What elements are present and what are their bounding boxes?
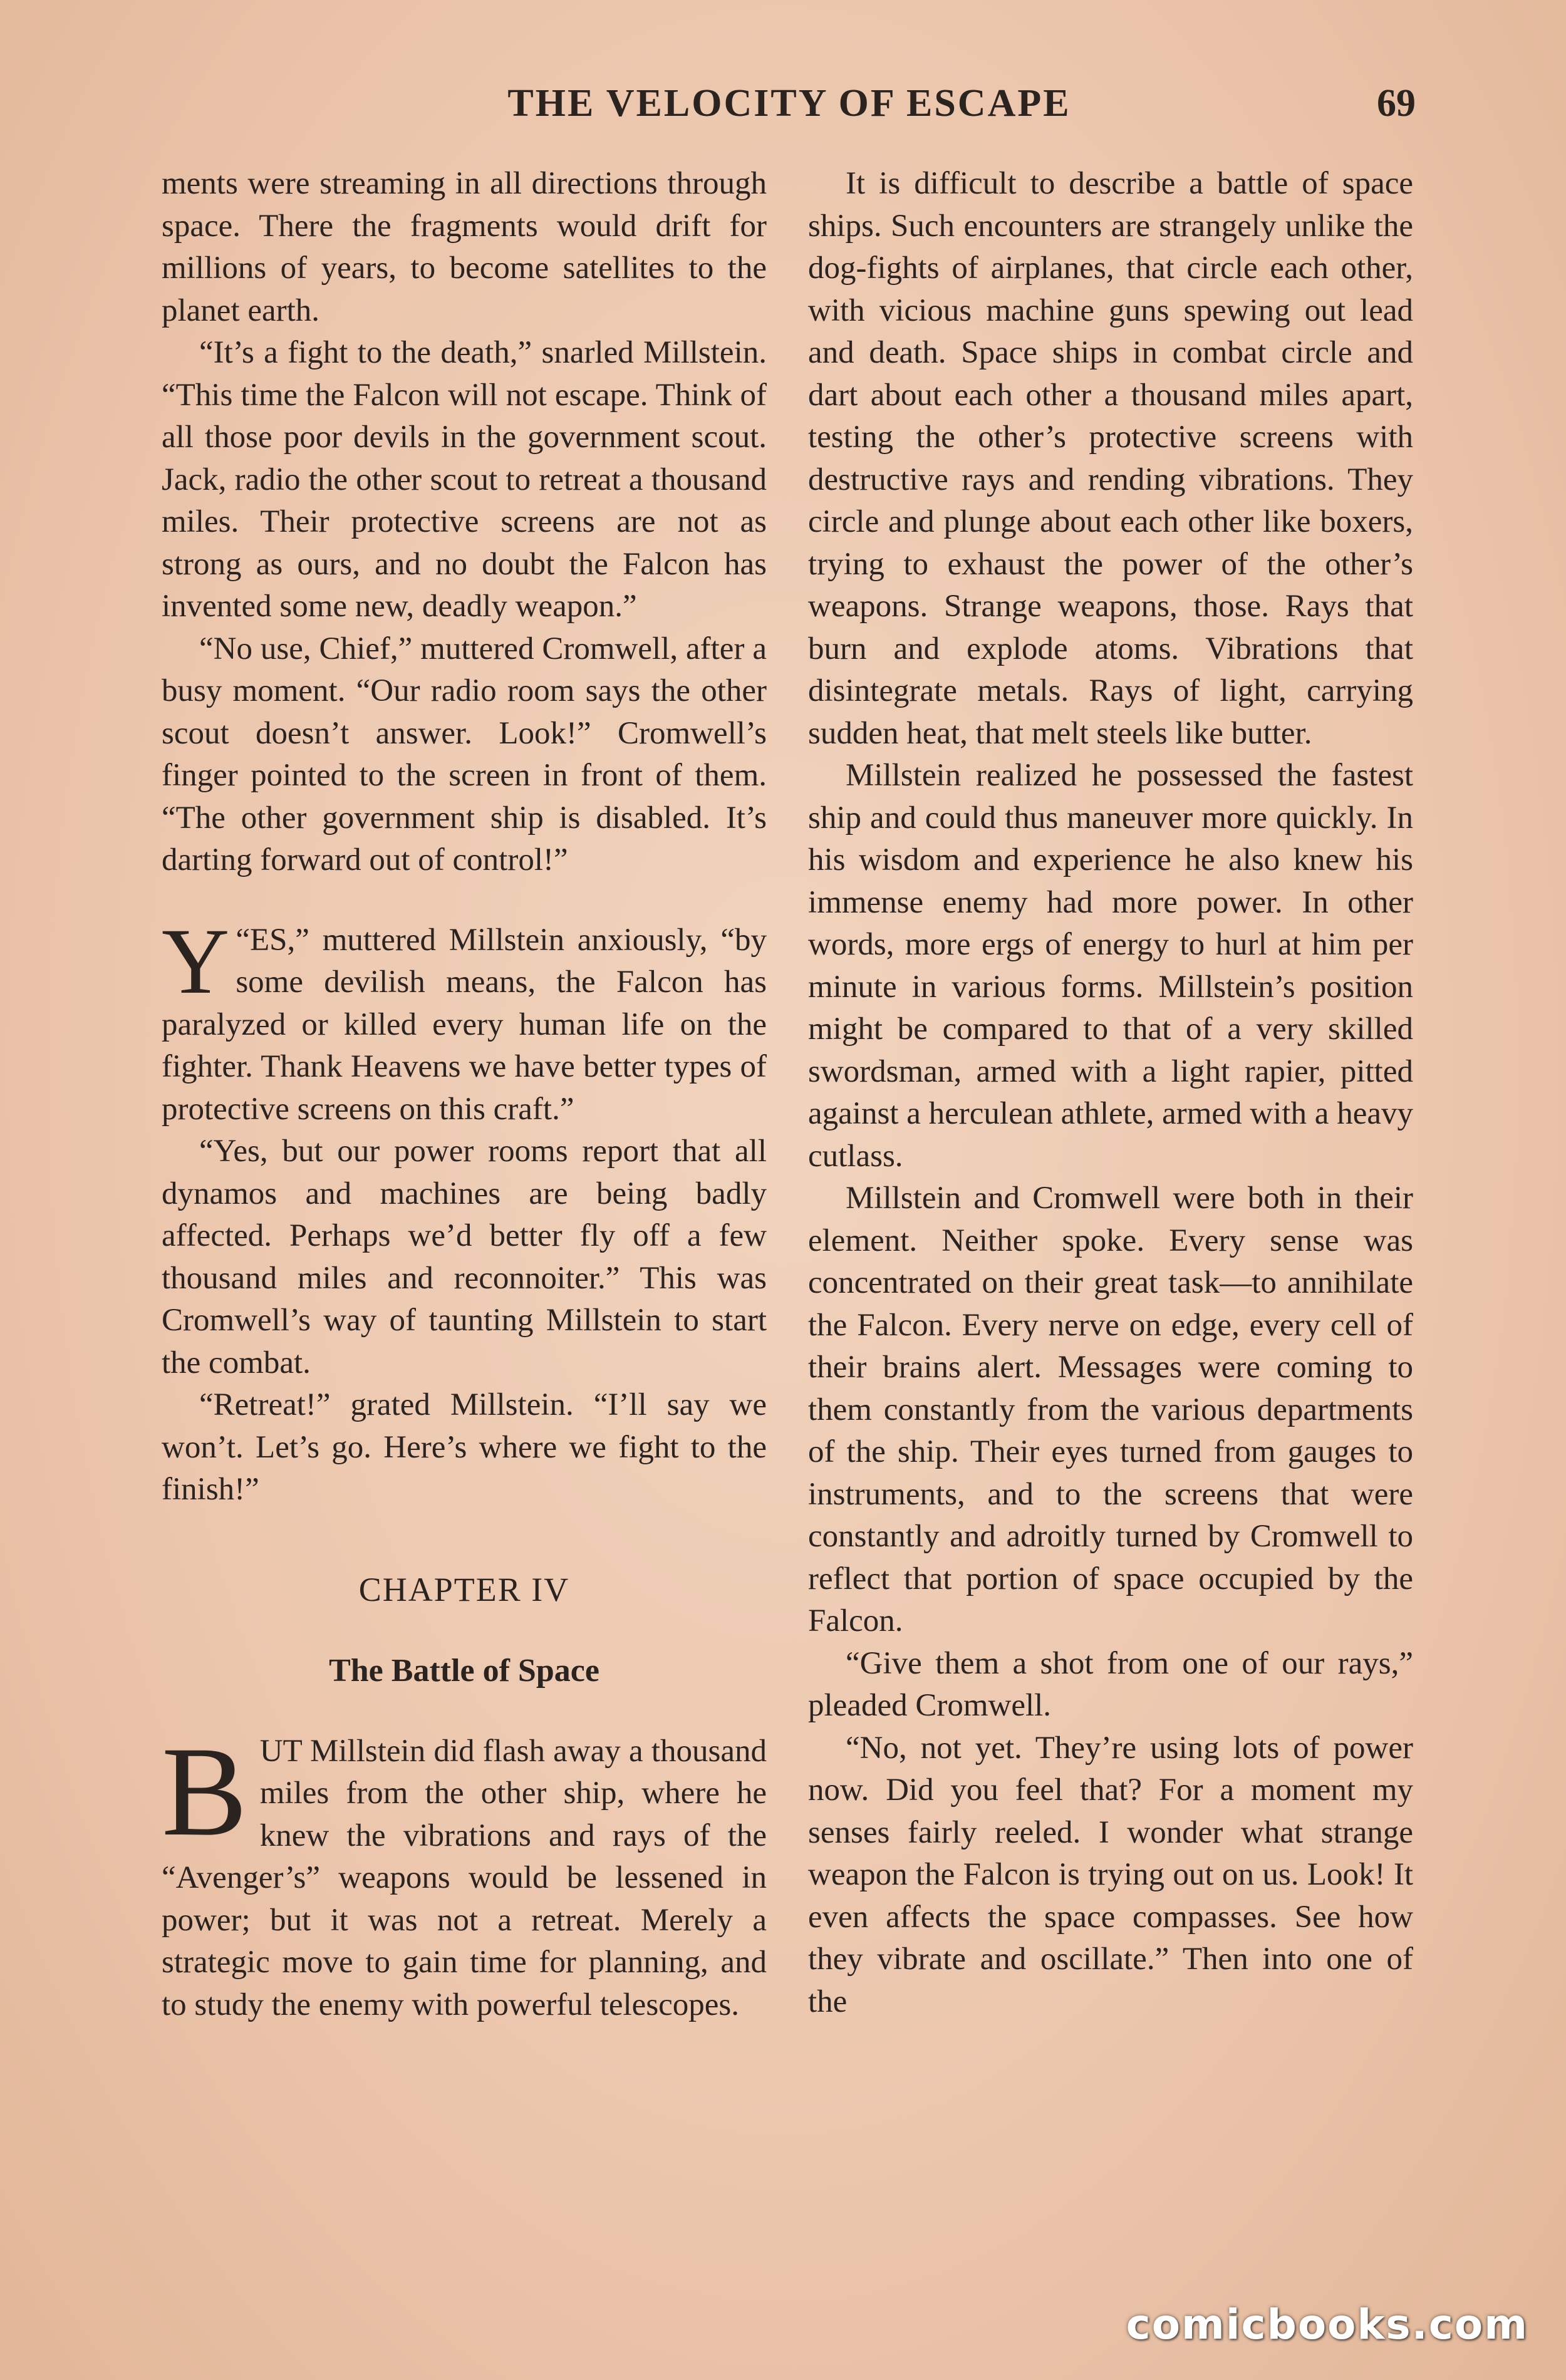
watermark: comicbooks.com bbox=[1126, 2300, 1528, 2349]
paragraph-text: ES,” muttered Millstein anxiously, “by some devilish means, the Falcon has paralyzed or killed every human life on the fighter. Thank Heavens we have better types of protective screens on this craft.” bbox=[162, 922, 767, 1127]
paragraph: It is difficult to describe a battle of space ships. Such encounters are strangely unlike the dog-fights of airplanes, that circle each other, with vicious machine guns spewing out lead and death. Space ships in combat circle and dart about each other a thousand miles apart, testing the other’s protective screens with destructive rays and rending vibrations. They circle and plunge about each other like boxers, trying to exhaust the power of the other’s weapons. Strange weapons, those. Rays that burn and explode atoms. Vibrations that disintegrate metals. Rays of light, carrying sudden heat, that melt steels like butter. bbox=[808, 166, 1413, 751]
paragraph: Millstein and Cromwell were both in their element. Neither spoke. Every sense was concentrated on their great task—to annihilate the Falcon. Every nerve on edge, every cell of their brains alert. Messages were coming to them constantly from the various departments of the ship. Their eyes turned from gauges to instruments, and to the screens that were constantly and adroitly turned by Cromwell to reflect that portion of space occupied by the Falcon. bbox=[808, 1181, 1413, 1638]
paragraph: Millstein realized he possessed the fastest ship and could thus maneuver more quickly. In his wisdom and experience he also knew his immense enemy had more power. In other words, more ergs of energy to hurl at him per minute in various forms. Millstein’s position might be compared to that of a very skilled swordsman, armed with a light rapier, pitted against a herculean athlete, armed with a heavy cutlass. bbox=[808, 758, 1413, 1174]
paragraph: “No use, Chief,” muttered Cromwell, after a busy moment. “Our radio room says the other scout doesn’t answer. Look!” Cromwell’s finger pointed to the screen in front of them. “The other government ship is disabled. It’s darting forward out of control!” bbox=[162, 631, 767, 877]
open-quote: “ bbox=[236, 922, 250, 958]
chapter-title: The Battle of Space bbox=[329, 1652, 599, 1689]
chapter-heading: CHAPTER IV bbox=[358, 1570, 570, 1608]
right-column bbox=[808, 163, 1413, 2186]
drop-cap-b: B bbox=[162, 1720, 247, 1863]
paragraph: “Yes, but our power rooms report that all dynamos and machines are being badly affected. Perhaps we’d better fly off a few thousand miles and reconnoiter.” This was Cromwell’s way of taunting Millstein to start the combat. bbox=[162, 1134, 767, 1380]
paragraph: “No, not yet. They’re using lots of power now. Did you feel that? For a moment my senses fairly reeled. I wonder what strange weapon the Falcon is trying out on us. Look! It even affects the space compasses. See how they vibrate and oscillate.” Then into one of the bbox=[808, 1730, 1413, 2019]
paragraph: “Give them a shot from one of our rays,” pleaded Cromwell. bbox=[808, 1645, 1413, 1723]
running-title: THE VELOCITY OF ESCAPE bbox=[507, 82, 1071, 125]
running-header bbox=[163, 75, 1416, 132]
drop-cap-y: Y bbox=[162, 909, 230, 1013]
page-number: 69 bbox=[1377, 82, 1416, 125]
paragraph-drop-cap-b bbox=[162, 1720, 767, 2027]
paragraph-text: UT Millstein did flash away a thousand miles from the other ship, where he knew the vibrations and rays of the “Avenger’s” weapons would be lessened in power; but it was not a retreat. Merely a strategic move to gain time for planning, and to study the enemy with powerful telescopes. bbox=[162, 1733, 767, 2022]
paragraph: “Retreat!” grated Millstein. “I’ll say we won’t. Let’s go. Here’s where we fight to the finish!” bbox=[162, 1387, 767, 1507]
paragraph: ments were streaming in all directions through space. There the fragments would drift for millions of years, to become satellites to the planet earth. bbox=[162, 166, 767, 328]
paragraph: “It’s a fight to the death,” snarled Millstein. “This time the Falcon will not escape. Think of all those poor devils in the government scout. Jack, radio the other scout to retreat a thousand miles. Their protective screens are not as strong as ours, and no doubt the Falcon has invented some new, deadly weapon.” bbox=[162, 335, 767, 624]
paragraph-drop-cap-y bbox=[162, 909, 767, 1131]
left-column bbox=[162, 163, 767, 2186]
